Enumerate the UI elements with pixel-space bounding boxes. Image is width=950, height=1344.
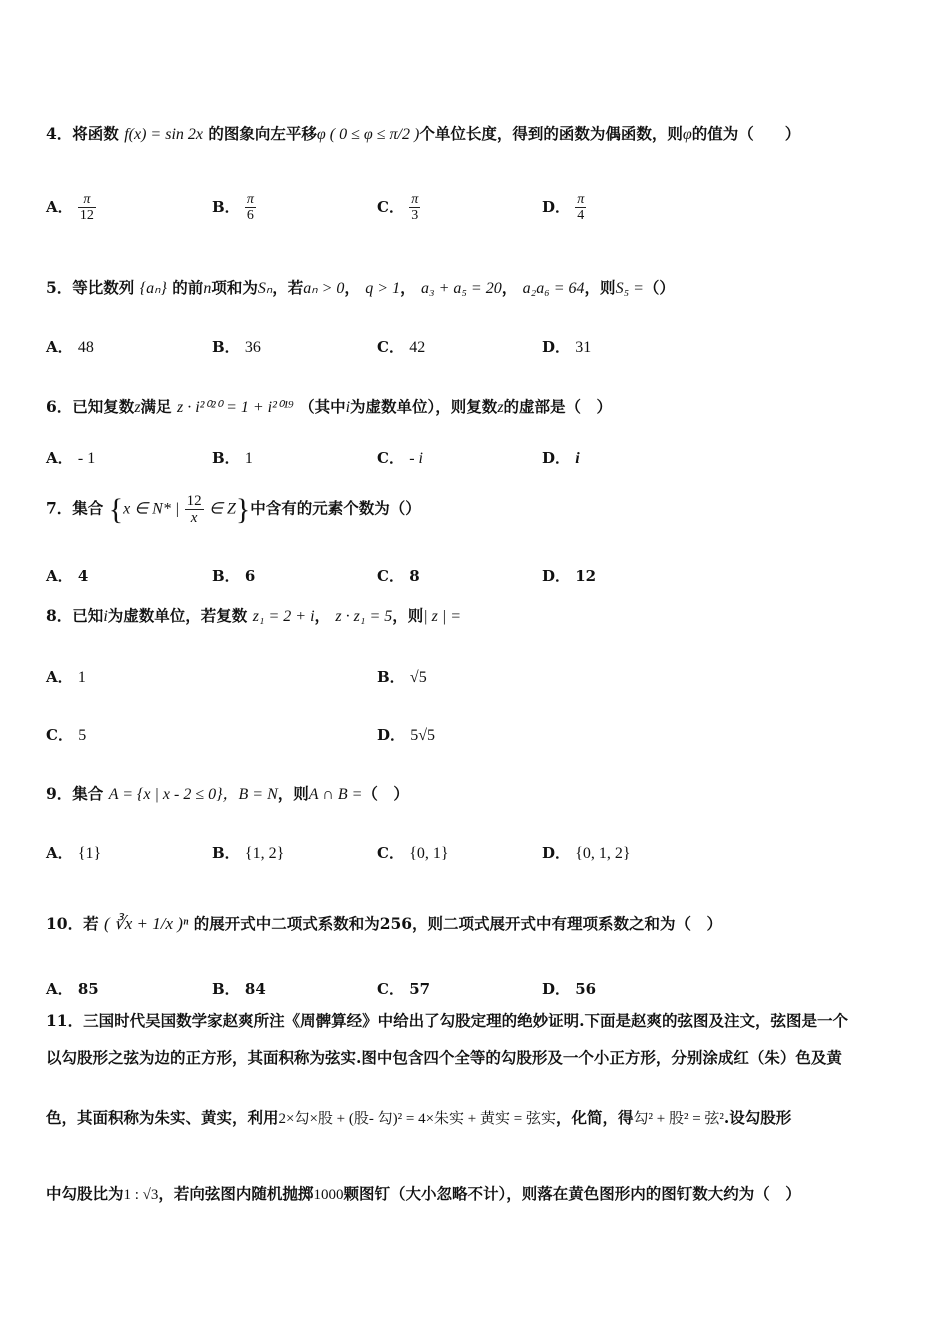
option-label: A．	[46, 449, 73, 467]
q8-text-c: ，则	[392, 606, 424, 625]
option-label: D．	[542, 980, 571, 998]
q8-option-a[interactable]	[46, 666, 86, 687]
q11-line-4	[46, 1184, 908, 1206]
q5-n: n	[203, 280, 212, 297]
q5-text-e: ，则	[584, 278, 616, 297]
option-label: A．	[46, 197, 73, 216]
fraction-numerator: 12	[186, 492, 202, 509]
q7-set-right: ∈ Z	[209, 500, 236, 518]
option-value: 48	[77, 339, 94, 356]
q6-text-b: 满足	[140, 397, 172, 416]
q10-text-b: 的展开式中二项式系数和为256，则二项式展开式中有理项系数之和为（ ）	[193, 914, 723, 933]
option-label: D．	[542, 338, 571, 356]
q9-text-a: 集合	[72, 784, 104, 803]
q5-option-c[interactable]	[377, 336, 425, 357]
option-label: D．	[542, 449, 571, 467]
q5-text-f: （）	[643, 278, 675, 297]
option-value: 57	[409, 980, 431, 998]
option-value: {0, 1, 2}	[575, 845, 631, 862]
option-value: 85	[77, 980, 99, 998]
q4-function: f(x) = sin 2x	[124, 126, 203, 143]
q7-brace-right: }	[235, 493, 251, 526]
option-label: B．	[212, 980, 240, 998]
fraction-denominator: 6	[246, 208, 254, 224]
q5-text-a: 等比数列	[72, 278, 135, 297]
q6-text-d: 为虚数单位），则复数	[350, 397, 498, 416]
fraction	[78, 192, 96, 224]
option-label: D．	[542, 197, 571, 216]
fraction-denominator: 12	[79, 208, 94, 224]
q7-brace-left: {	[108, 493, 124, 526]
option-value: 12	[575, 567, 597, 585]
q11-formula-2: 勾² + 股² = 弦²	[633, 1111, 724, 1127]
question-9	[46, 784, 908, 806]
option-label: C．	[377, 980, 404, 998]
q6-text-e: 的虚部是（ ）	[503, 397, 613, 416]
option-label: D．	[542, 567, 571, 585]
q5-number: 5．	[46, 278, 73, 297]
q11-line4-c: 颗图钉（大小忽略不计），则落在黄色图形内的图钉数大约为（ ）	[343, 1184, 801, 1203]
q8-z1: z₁ = 2 + i	[252, 608, 315, 625]
question-10	[46, 913, 908, 935]
q9-sets: A = {x | x - 2 ≤ 0}，B = N	[108, 786, 278, 803]
option-label: B．	[212, 449, 240, 467]
q4-text-c: 个单位长度，得到的函数为偶函数，则	[419, 124, 683, 143]
q10-option-a[interactable]	[46, 978, 99, 999]
q7-text-b: 中含有的元素个数为（）	[250, 498, 421, 518]
q7-option-d[interactable]	[542, 565, 596, 586]
option-value: 6	[244, 567, 256, 585]
q4-option-a[interactable]	[46, 192, 96, 224]
q5-option-a[interactable]	[46, 336, 94, 357]
q5-option-d[interactable]	[542, 336, 591, 357]
q6-text-c: （其中	[299, 397, 346, 416]
q5-text-d: ，若	[272, 278, 304, 297]
option-value: 8	[409, 567, 420, 585]
option-label: A．	[46, 567, 73, 585]
q8-i: i	[103, 608, 108, 625]
q6-option-a[interactable]	[46, 447, 95, 468]
q5-sn: Sₙ	[257, 280, 273, 297]
q7-set-left: x ∈ N* |	[123, 500, 180, 518]
q8-option-c[interactable]	[46, 724, 86, 745]
option-value: 1	[244, 450, 253, 467]
q7-number: 7．	[46, 498, 73, 518]
option-value: 42	[409, 339, 426, 356]
q5-cond3: a₃ + a₅ = 20	[421, 280, 502, 297]
q8-condition: z · z₁ = 5	[335, 608, 393, 625]
q6-z-2: z	[497, 399, 504, 416]
option-value: 31	[575, 339, 592, 356]
q4-option-d[interactable]	[542, 192, 586, 224]
option-label: B．	[212, 197, 240, 216]
option-label: D．	[542, 844, 571, 862]
q9-option-d[interactable]	[542, 842, 631, 863]
fraction-numerator: π	[246, 192, 254, 207]
option-value: i	[575, 450, 580, 467]
q5-option-b[interactable]	[212, 336, 261, 357]
q8-number: 8．	[46, 606, 73, 625]
q7-fraction	[185, 493, 204, 527]
q11-line3-c: .设勾股形	[723, 1108, 792, 1127]
q5-cond2: q > 1	[365, 280, 401, 297]
q11-line4-a: 中勾股比为	[46, 1184, 124, 1203]
q6-i: i	[345, 399, 351, 416]
q4-text-b: 的图象向左平移	[208, 124, 317, 143]
q8-option-b[interactable]	[377, 666, 427, 687]
question-5: 5．等比数列 {aₙ} 的前n项和为Sₙ，若aₙ > 0， q > 1， a₃ + a₅ = 20， a₂a₆ = 64，则S₅ =（）	[46, 278, 675, 297]
q10-option-b[interactable]	[212, 978, 266, 999]
q4-text-a: 将函数	[72, 124, 119, 143]
option-label: B．	[212, 338, 240, 356]
fraction	[245, 192, 256, 224]
q4-option-c[interactable]	[377, 192, 420, 224]
option-value: 5	[78, 727, 87, 744]
q9-option-b[interactable]	[212, 842, 284, 863]
q9-number: 9．	[46, 784, 73, 803]
q9-ask: A ∩ B =	[308, 786, 363, 803]
option-value: 36	[244, 339, 261, 356]
q6-equation: z · i²⁰²⁰ = 1 + i²⁰¹⁹	[176, 399, 294, 416]
q8-option-d[interactable]	[377, 724, 435, 745]
q11-count: 1000	[313, 1187, 344, 1203]
q6-option-d[interactable]	[542, 447, 580, 468]
question-6	[46, 397, 908, 419]
q7-option-a[interactable]	[46, 565, 88, 586]
q11-formula-1: 2×勾×股 + (股- 勾)² = 4×朱实 + 黄实 = 弦实	[278, 1111, 556, 1127]
option-value: √5	[409, 669, 427, 686]
q5-ask: S₅ =	[615, 280, 644, 297]
fraction-denominator: 3	[411, 208, 419, 224]
q6-text-a: 已知复数	[72, 397, 135, 416]
fraction-numerator: π	[78, 192, 96, 208]
q5-sequence: {aₙ}	[139, 280, 167, 297]
q10-expression: ( ∛x + 1/x )ⁿ	[104, 914, 189, 933]
q8-text-a: 已知	[72, 606, 104, 625]
q9-text-c: （ ）	[362, 784, 409, 803]
q11-ratio: 1 : √3	[123, 1187, 159, 1203]
q9-text-b: ，则	[277, 784, 309, 803]
option-label: D．	[377, 726, 406, 744]
option-value: 84	[244, 980, 266, 998]
q6-z: z	[134, 399, 141, 416]
option-value: {1, 2}	[244, 845, 285, 862]
q9-option-c[interactable]	[377, 842, 449, 863]
option-label: C．	[46, 726, 73, 744]
q5-text-b: 的前	[172, 278, 204, 297]
question-7	[46, 490, 908, 529]
option-value: {0, 1}	[409, 845, 449, 862]
q10-option-c[interactable]	[377, 978, 430, 999]
option-label: A．	[46, 668, 73, 686]
q7-option-c[interactable]	[377, 565, 420, 586]
q11-line4-b: ，若向弦图内随机抛掷	[158, 1184, 314, 1203]
option-label: A．	[46, 844, 73, 862]
option-value: - i	[409, 450, 423, 467]
q4-number: 4．	[46, 124, 73, 143]
q11-line3-b: ，化简，得	[555, 1108, 634, 1127]
option-label: C．	[377, 567, 404, 585]
option-value: 4	[77, 567, 89, 585]
q4-shift: φ ( 0 ≤ φ ≤ π/2 )	[316, 126, 420, 143]
option-label: C．	[377, 844, 404, 862]
q11-line-1: 11．三国时代吴国数学家赵爽所注《周髀算经》中给出了勾股定理的绝妙证明.下面是赵爽的弦图及注文，弦图是一个	[46, 1011, 848, 1030]
q10-option-d[interactable]	[542, 978, 596, 999]
fraction-numerator: π	[577, 192, 585, 207]
option-label: B．	[377, 668, 405, 686]
q6-option-c[interactable]	[377, 447, 423, 468]
q11-line-2: 以勾股形之弦为边的正方形，其面积称为弦实.图中包含四个全等的勾股形及一个小正方形，分别涂成红（朱）色及黄	[46, 1048, 842, 1067]
option-label: B．	[212, 567, 240, 585]
fraction-denominator: 4	[577, 208, 585, 224]
q6-number: 6．	[46, 397, 73, 416]
fraction	[575, 192, 586, 224]
q10-number: 10．	[46, 914, 84, 933]
q11-line3-a: 色，其面积称为朱实、黄实，利用	[46, 1108, 279, 1127]
q10-text-a: 若	[83, 914, 99, 933]
option-label: A．	[46, 980, 73, 998]
option-label: C．	[377, 338, 404, 356]
q6-option-b[interactable]	[212, 447, 253, 468]
q7-option-b[interactable]	[212, 565, 255, 586]
q11-line-3	[46, 1108, 908, 1130]
option-label: C．	[377, 449, 404, 467]
option-label: A．	[46, 338, 73, 356]
option-value: {1}	[77, 845, 102, 862]
question-4	[46, 124, 908, 146]
q4-text-d: 的值为（ ）	[691, 124, 801, 143]
option-label: C．	[377, 197, 404, 216]
q8-text-b: 为虚数单位，若复数	[107, 606, 248, 625]
q8-ask: | z | =	[423, 608, 462, 625]
option-label: B．	[212, 844, 240, 862]
q5-text-c: 项和为	[211, 278, 258, 297]
q4-option-b[interactable]	[212, 192, 256, 224]
q4-phi: φ	[682, 126, 692, 143]
option-value: 5√5	[410, 727, 436, 744]
q5-cond4: a₂a₆ = 64	[522, 280, 585, 297]
option-value: 1	[77, 669, 86, 686]
option-value: 56	[575, 980, 597, 998]
fraction-numerator: π	[411, 192, 419, 207]
q5-cond1: aₙ > 0	[303, 280, 345, 297]
q7-text-a: 集合	[72, 498, 104, 518]
q9-option-a[interactable]	[46, 842, 101, 863]
fraction	[409, 192, 420, 224]
question-8: 8．已知i为虚数单位，若复数 z₁ = 2 + i， z · z₁ = 5，则| z | =	[46, 606, 462, 625]
fraction-denominator: x	[190, 510, 198, 526]
option-value: - 1	[77, 450, 96, 467]
